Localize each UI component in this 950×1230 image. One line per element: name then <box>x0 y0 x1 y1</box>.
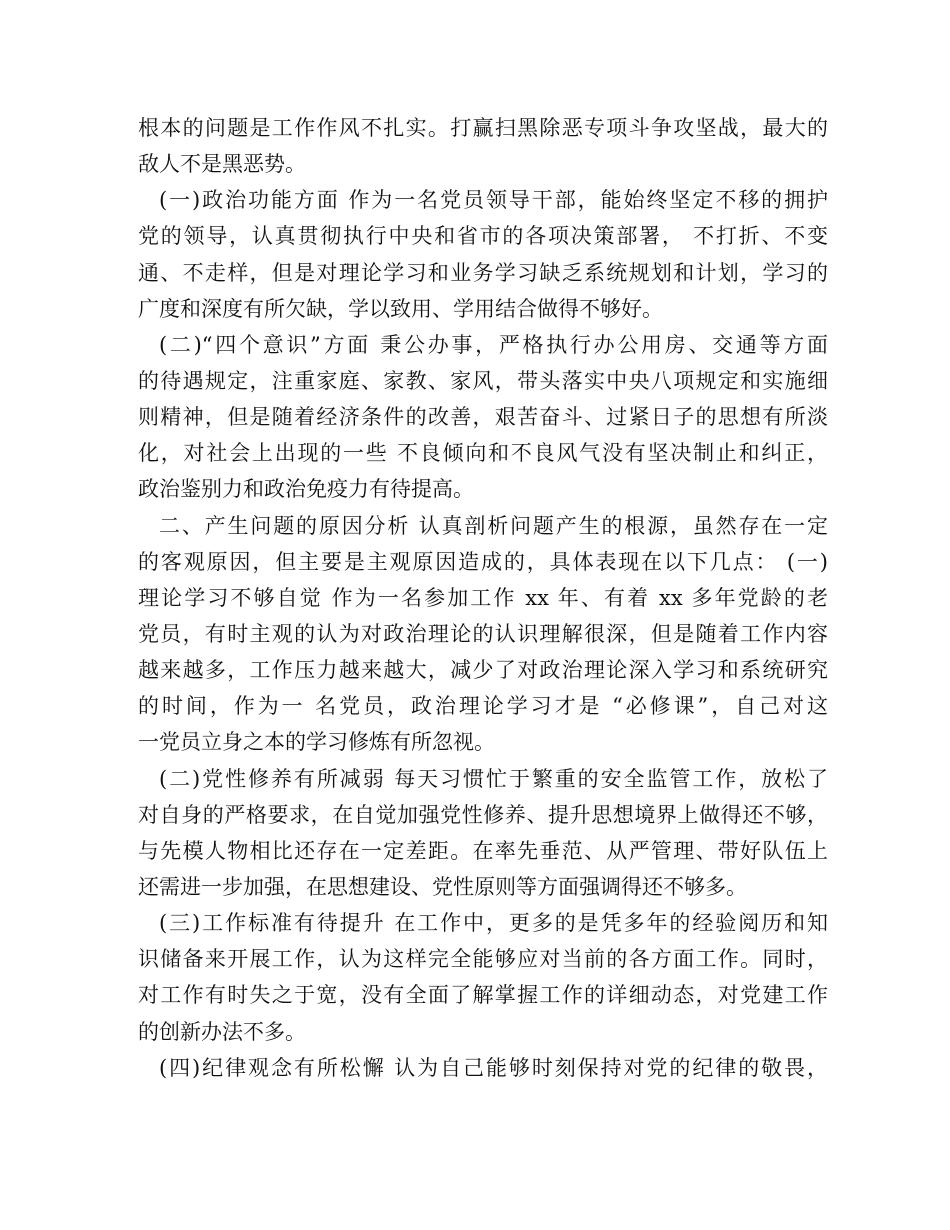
text-line: 识储备来开展工作，认为这样完全能够应对当前的各方面工作。同时， <box>138 947 828 972</box>
text-line: 广度和深度有所欠缺，学以致用、学用结合做得不够好。 <box>138 296 663 321</box>
text-line: 的时间，作为一 名党员，政治理论学习才是 “必修课”，自己对这 <box>138 694 828 719</box>
text-line: 二、产生问题的原因分析 认真剖析问题产生的根源，虽然存在一定 <box>159 513 828 538</box>
text-line: 党员，有时主观的认为对政治理论的认识理解很深，但是随着工作内容 <box>138 621 828 646</box>
text-line: 对工作有时失之于宽，没有全面了解掌握工作的详细动态，对党建工作 <box>138 983 828 1008</box>
text-line: 则精神，但是随着经济条件的改善，艰苦奋斗、过紧日子的思想有所淡 <box>138 405 828 430</box>
text-line: 通、不走样，但是对理论学习和业务学习缺乏系统规划和计划，学习的 <box>138 260 828 285</box>
text-line: (三)工作标准有待提升 在工作中，更多的是凭多年的经验阅历和知 <box>159 911 828 936</box>
text-line: 敌人不是黑恶势。 <box>138 152 306 177</box>
text-line: 一党员立身之本的学习修炼有所忽视。 <box>138 730 495 755</box>
text-line: 政治鉴别力和政治免疫力有待提高。 <box>138 477 474 502</box>
text-line: 的待遇规定，注重家庭、家教、家风，带头落实中央八项规定和实施细 <box>138 368 828 393</box>
text-line: (二)党性修养有所减弱 每天习惯忙于繁重的安全监管工作，放松了 <box>159 766 828 791</box>
text-line: (四)纪律观念有所松懈 认为自己能够时刻保持对党的纪律的敬畏， <box>159 1055 828 1080</box>
text-line: (二)“四个意识”方面 秉公办事，严格执行办公用房、交通等方面 <box>159 332 828 357</box>
text-line: 与先模人物相比还存在一定差距。在率先垂范、从严管理、带好队伍上 <box>138 838 828 863</box>
text-line: 对自身的严格要求，在自觉加强党性修养、提升思想境界上做得还不够， <box>138 802 828 827</box>
text-line: 党的领导，认真贯彻执行中央和省市的各项决策部署， 不打折、不变 <box>138 224 828 249</box>
text-line: (一)政治功能方面 作为一名党员领导干部，能始终坚定不移的拥护 <box>159 188 828 213</box>
text-line: 理论学习不够自觉 作为一名参加工作 xx 年、有着 xx 多年党龄的老 <box>138 585 828 610</box>
text-line: 还需进一步加强，在思想建设、党性原则等方面强调得还不够多。 <box>138 874 747 899</box>
text-line: 根本的问题是工作作风不扎实。打赢扫黑除恶专项斗争攻坚战，最大的 <box>138 116 828 140</box>
text-line: 的创新办法不多。 <box>138 1019 306 1044</box>
text-line: 的客观原因，但主要是主观原因造成的，具体表现在以下几点： (一) <box>138 549 828 574</box>
body-text <box>138 110 828 1086</box>
text-line: 化，对社会上出现的一些 不良倾向和不良风气没有坚决制止和纠正， <box>138 441 828 466</box>
text-line: 越来越多，工作压力越来越大，减少了对政治理论深入学习和系统研究 <box>138 658 828 683</box>
